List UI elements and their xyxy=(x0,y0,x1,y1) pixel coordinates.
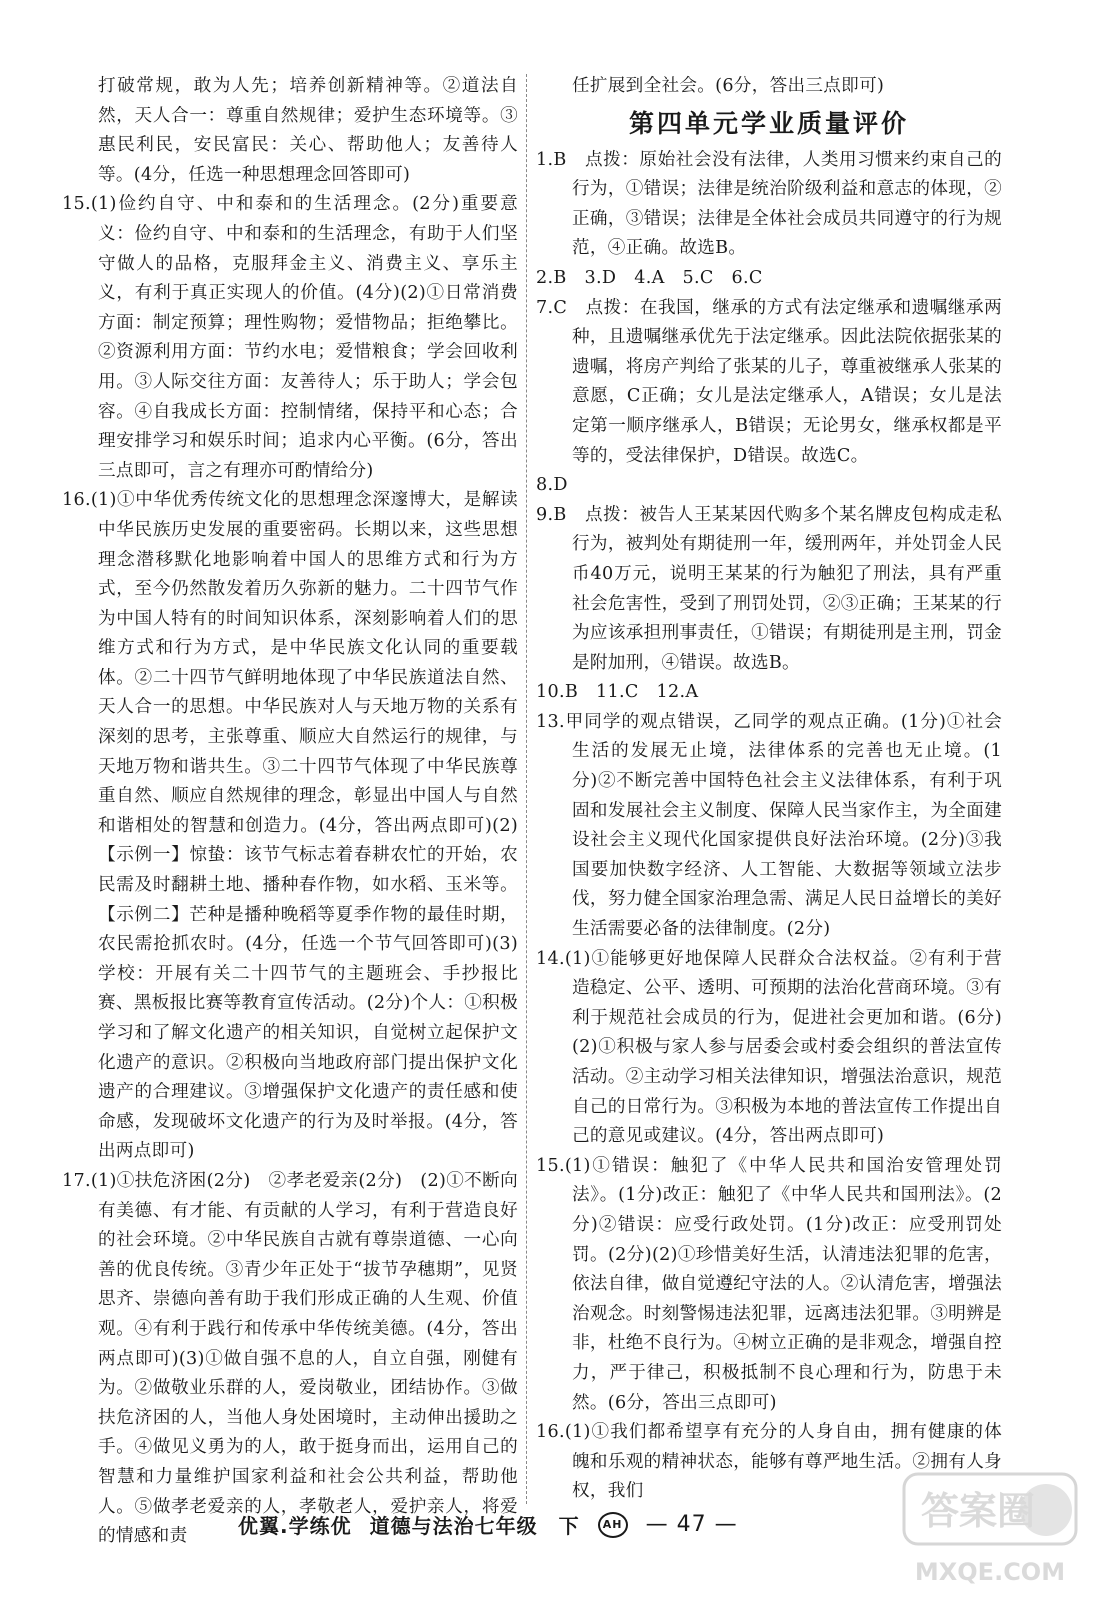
page-number: — 47 — xyxy=(645,1512,738,1537)
watermark-logo xyxy=(900,1468,1080,1594)
answer-item-9: 9.B 点拨：被告人王某某因代购多个某名牌皮包构成走私行为，被判处有期徒刑一年，缓刑两年，并处罚金人民币40万元，说明王某某的行为触犯了刑法，具有严重社会危害性，受到了刑罚处罚，②③正确；王某某的行为应该承担刑事责任，①错误；有期徒刑是主刑，罚金是附加刑，④错误。故选B。 xyxy=(536,504,1002,673)
answer-item-7: 7.C 点拨：在我国，继承的方式有法定继承和遗嘱继承两种，且遗嘱继承优先于法定继承。因此法院依据张某的遗嘱，将房产判给了张某的儿子，尊重被继承人张某的意愿，C正确；女儿是法定继承人，A错误；女儿是法定第一顺序继承人，B错误；无论男女，继承权都是平等的，受法律保护，D错误。故选C。 xyxy=(536,297,1002,466)
section-title: 第四单元学业质量评价 xyxy=(628,108,909,138)
answer-item-8: 8.D xyxy=(536,475,568,496)
subject-name: 道德与法治七年级 下 xyxy=(369,1514,580,1538)
answer-item-15: 15.(1)俭约自守、中和泰和的生活理念。(2分)重要意义：俭约自守、中和泰和的生活理念，有助于人们坚守做人的品格，克服拜金主义、消费主义、享乐主义，有利于真正实现人的价值。(4分)(2)①日常消费方面：制定预算；理性购物；爱惜物品；拒绝攀比。②资源利用方面：节约水电；爱惜粮食；学会回收利用。③人际交往方面：友善待人；乐于助人；学会包容。④自我成长方面：控制情绪，保持平和心态；合理安排学习和娱乐时间；追求内心平衡。(6分，答出三点即可，言之有理亦可酌情给分) xyxy=(62,194,518,481)
left-column xyxy=(62,72,518,1552)
answer-item-1: 1.B 点拨：原始社会没有法律，人类用习惯来约束自己的行为，①错误；法律是统治阶级利益和意志的体现，②正确，③错误；法律是全体社会成员共同遵守的行为规范，④正确。故选B。 xyxy=(536,149,1002,259)
answer-paragraph: 打破常规，敢为人先；培养创新精神等。②道法自然，天人合一：尊重自然规律；爱护生态环境等。③惠民利民，安民富民：关心、帮助他人；友善待人等。(4分，任选一种思想理念回答即可) xyxy=(98,76,518,185)
answer-item-15: 15.(1)①错误：触犯了《中华人民共和国治安管理处罚法》。(1分)改正：触犯了《中华人民共和国刑法》。(2分)②错误：应受行政处罚。(1分)改正：应受刑罚处罚。(2分)(2)①珍惜美好生活，认清违法犯罪的危害，依法自律，做自觉遵纪守法的人。②认清危害，增强法治观念。时刻警惕违法犯罪，远离违法犯罪。③明辨是非，杜绝不良行为。④树立正确的是非观念，增强自控力，严于律己，积极抵制不良心理和行为，防患于未然。(6分，答出三点即可) xyxy=(536,1155,1002,1413)
page-footer xyxy=(238,1510,738,1539)
answer-item-2-6: 2.B 3.D 4.A 5.C 6.C xyxy=(536,267,763,288)
right-column xyxy=(536,72,1002,1507)
answer-item-14: 14.(1)①能够更好地保障人民群众合法权益。②有利于营造稳定、公平、透明、可预期的法治化营商环境。③有利于规范社会成员的行为，促进社会更加和谐。(6分)(2)①积极与家人参与居委会或村委会组织的普法宣传活动。②主动学习相关法律知识，增强法治意识，规范自己的日常行为。③积极为本地的普法宣传工作提出自己的意见或建议。(4分，答出两点即可) xyxy=(536,948,1002,1147)
answer-item-16: 16.(1)①中华优秀传统文化的思想理念深邃博大，是解读中华民族历史发展的重要密码。长期以来，这些思想理念潜移默化地影响着中国人的思维方式和行为方式，至今仍然散发着历久弥新的魅力。二十四节气作为中国人特有的时间知识体系，深刻影响着人们的思维方式和行为方式，是中华民族文化认同的重要载体。②二十四节气鲜明地体现了中华民族道法自然、天人合一的思想。中华民族对人与天地万物的关系有深刻的思考，主张尊重、顺应大自然运行的规律，与天地万物和谐共生。③二十四节气体现了中华民族尊重自然、顺应自然规律的理念，彰显出中国人与自然和谐相处的智慧和创造力。(4分，答出两点即可)(2)【示例一】惊蛰：该节气标志着春耕农忙的开始，农民需及时翻耕土地、播种春作物，如水稻、玉米等。【示例二】芒种是播种晚稻等夏季作物的最佳时期，农民需抢抓农时。(4分，任选一个节气回答即可)(3)学校：开展有关二十四节气的主题班会、手抄报比赛、黑板报比赛等教育宣传活动。(2分)个人：①积极学习和了解文化遗产的相关知识，自觉树立起保护文化遗产的意识。②积极向当地政府部门提出保护文化遗产的合理建议。③增强保护文化遗产的责任感和使命感，发现破坏文化遗产的行为及时举报。(4分，答出两点即可) xyxy=(62,490,518,1162)
watermark-text-cn: 答案圈 xyxy=(920,1489,1036,1533)
series-name: 优翼.学练优 xyxy=(238,1514,352,1538)
continued-paragraph: 任扩展到全社会。(6分，答出三点即可) xyxy=(572,76,885,96)
edition-badge: AH xyxy=(598,1512,628,1538)
watermark-text-url: MXQE.COM xyxy=(914,1558,1066,1586)
answer-item-16: 16.(1)①我们都希望享有充分的人身自由，拥有健康的体魄和乐观的精神状态，能够有尊严地生活。②拥有人身权，我们 xyxy=(536,1422,1002,1502)
answer-item-17: 17.(1)①扶危济困(2分) ②孝老爱亲(2分) (2)①不断向有美德、有才能、有贡献的人学习，有利于营造良好的社会环境。②中华民族自古就有尊崇道德、一心向善的优良传统。③青少年正处于“拔节孕穗期”，见贤思齐、崇德向善有助于我们形成正确的人生观、价值观。④有利于践行和传承中华传统美德。(4分，答出两点即可)(3)①做自强不息的人，自立自强，刚健有为。②做敬业乐群的人，爱岗敬业，团结协作。③做扶危济困的人，当他人身处困境时，主动伸出援助之手。④做见义勇为的人，敢于挺身而出，运用自己的智慧和力量维护国家利益和社会公共利益，帮助他人。⑤做孝老爱亲的人，孝敬老人，爱护亲人，将爱的情感和责 xyxy=(62,1170,518,1547)
column-divider xyxy=(526,74,527,1504)
answer-item-13: 13.甲同学的观点错误，乙同学的观点正确。(1分)①社会生活的发展无止境，法律体系的完善也无止境。(1分)②不断完善中国特色社会主义法律体系，有利于巩固和发展社会主义制度、保障人民当家作主，为全面建设社会主义现代化国家提供良好法治环境。(2分)③我国要加快数字经济、人工智能、大数据等领域立法步伐，努力健全国家治理急需、满足人民日益增长的美好生活需要必备的法律制度。(2分) xyxy=(536,711,1002,940)
answer-item-10-12: 10.B 11.C 12.A xyxy=(536,682,699,703)
